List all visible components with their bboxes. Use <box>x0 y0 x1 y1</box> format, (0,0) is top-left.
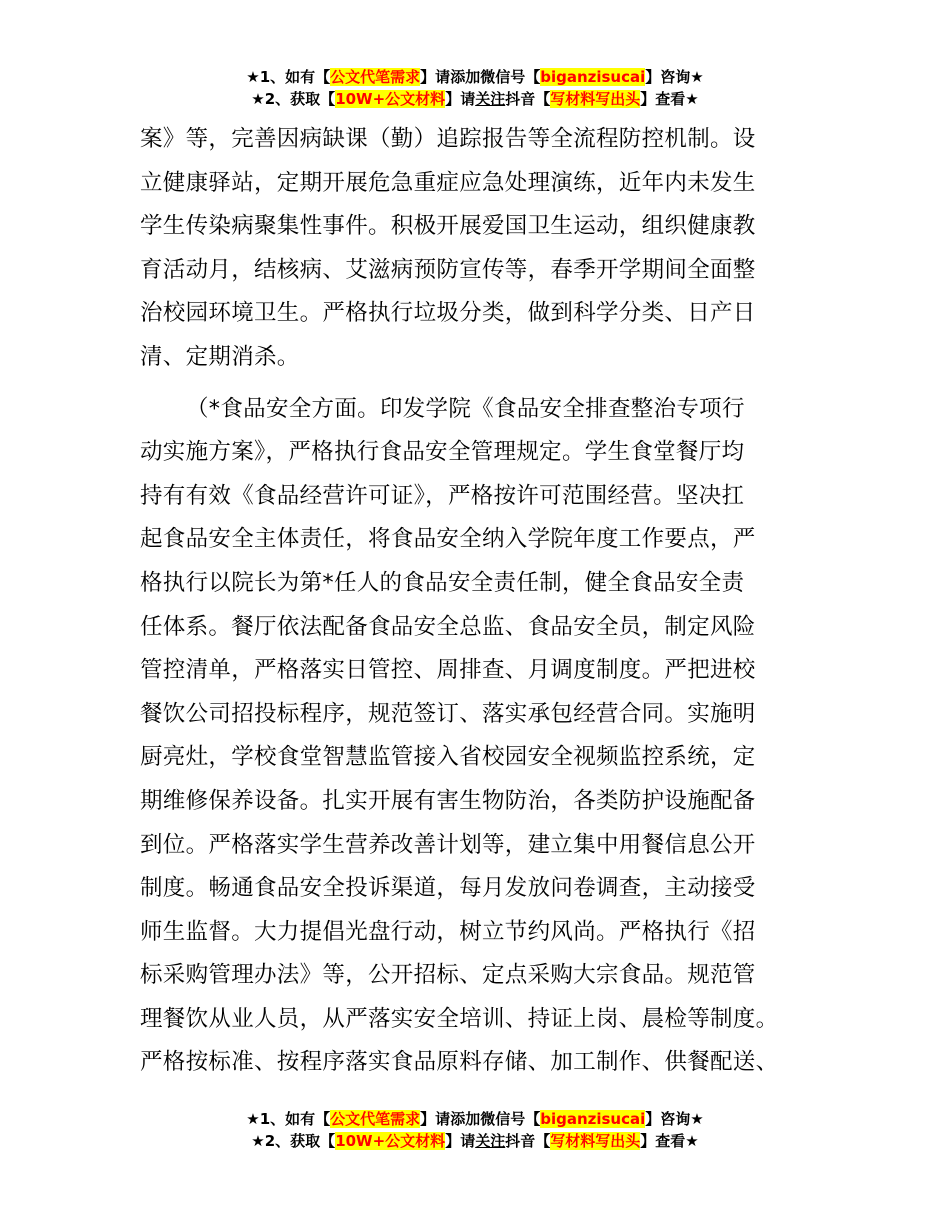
highlight-text: 写材料写出头 <box>550 90 641 108</box>
text-line: 清、定期消杀。 <box>140 343 300 370</box>
banner-text: ★1、如有【 <box>246 68 331 86</box>
banner-line-2 <box>0 88 950 110</box>
text-line: 立健康驿站，定期开展危急重症应急处理演练，近年内未发生 <box>140 169 756 196</box>
text-line: 师生监督。大力提倡光盘行动，树立节约风尚。严格执行《招 <box>140 918 756 945</box>
banner-text: ★2、获取【 <box>251 1132 336 1150</box>
banner-text: 添加 <box>450 68 481 86</box>
banner-text: 微信号【 <box>480 1110 541 1128</box>
highlight-text: 公文代笔需求 <box>330 68 421 86</box>
banner-text: 关注 <box>475 1132 506 1150</box>
text-line: 任体系。餐厅依法配备食品安全总监、食品安全员，制定风险 <box>140 613 756 640</box>
text-line: 学生传染病聚集性事件。积极开展爱国卫生运动，组织健康教 <box>140 213 756 240</box>
text-line: 起食品安全主体责任，将食品安全纳入学院年度工作要点，严 <box>140 526 756 553</box>
banner-text: 关注 <box>475 90 506 108</box>
banner-text: 】请 <box>420 68 451 86</box>
footer-banner <box>0 1108 950 1152</box>
text-line: 管控清单，严格落实日管控、周排查、月调度制度。严把进校 <box>140 657 756 684</box>
text-line: 动实施方案》，严格执行食品安全管理规定。学生食堂餐厅均 <box>140 439 745 466</box>
text-line: 餐饮公司招投标程序，规范签订、落实承包经营合同。实施明 <box>140 700 756 727</box>
banner-text: 添加 <box>450 1110 481 1128</box>
text-line: 格执行以院长为第*任人的食品安全责任制，健全食品安全责 <box>140 569 745 596</box>
header-banner <box>0 66 950 110</box>
text-line: 严格按标准、按程序落实食品原料存储、加工制作、供餐配送、 <box>140 1049 779 1076</box>
highlight-text: 10W+公文材料 <box>335 1132 446 1150</box>
highlight-text: 10W+公文材料 <box>335 90 446 108</box>
text-line: 厨亮灶，学校食堂智慧监管接入省校园安全视频监控系统，定 <box>140 744 756 771</box>
text-line: 期维修保养设备。扎实开展有害生物防治，各类防护设施配备 <box>140 787 756 814</box>
banner-text: 】请 <box>420 1110 451 1128</box>
text-line: 案》等，完善因病缺课（勤）追踪报告等全流程防控机制。设 <box>140 126 756 152</box>
highlight-text: biganzisucai <box>540 68 646 86</box>
paragraph-health <box>140 118 830 380</box>
text-line: 治校园环境卫生。严格执行垃圾分类，做到科学分类、日产日 <box>140 300 756 327</box>
text-line: 标采购管理办法》等，公开招标、定点采购大宗食品。规范管 <box>140 962 756 989</box>
text-line: 育活动月，结核病、艾滋病预防宣传等，春季开学期间全面整 <box>140 256 756 283</box>
text-line: 理餐饮从业人员，从严落实安全培训、持证上岗、晨检等制度。 <box>140 1005 779 1032</box>
banner-line-1 <box>0 66 950 88</box>
text-line: （*食品安全方面。印发学院《食品安全排查整治专项行 <box>186 395 745 422</box>
banner-text: 抖音【 <box>505 1132 551 1150</box>
banner-line-2 <box>0 1130 950 1152</box>
highlight-text: 写材料写出头 <box>550 1132 641 1150</box>
document-body <box>140 118 830 1085</box>
text-line: 到位。严格落实学生营养改善计划等，建立集中用餐信息公开 <box>140 831 756 858</box>
banner-text: 】请 <box>445 1132 476 1150</box>
text-line: 持有有效《食品经营许可证》，严格按许可范围经营。坚决扛 <box>140 482 745 509</box>
banner-text: ★1、如有【 <box>246 1110 331 1128</box>
highlight-text: biganzisucai <box>540 1110 646 1128</box>
banner-line-1 <box>0 1108 950 1130</box>
banner-text: 抖音【 <box>505 90 551 108</box>
banner-text: 】请 <box>445 90 476 108</box>
banner-text: 】咨询★ <box>645 1110 704 1128</box>
banner-text: ★2、获取【 <box>251 90 336 108</box>
highlight-text: 公文代笔需求 <box>330 1110 421 1128</box>
banner-text: 微信号【 <box>480 68 541 86</box>
banner-text: 】咨询★ <box>645 68 704 86</box>
text-line: 制度。畅通食品安全投诉渠道，每月发放问卷调查，主动接受 <box>140 875 756 902</box>
banner-text: 】查看★ <box>640 90 699 108</box>
paragraph-food-safety <box>140 388 830 1086</box>
banner-text: 】查看★ <box>640 1132 699 1150</box>
